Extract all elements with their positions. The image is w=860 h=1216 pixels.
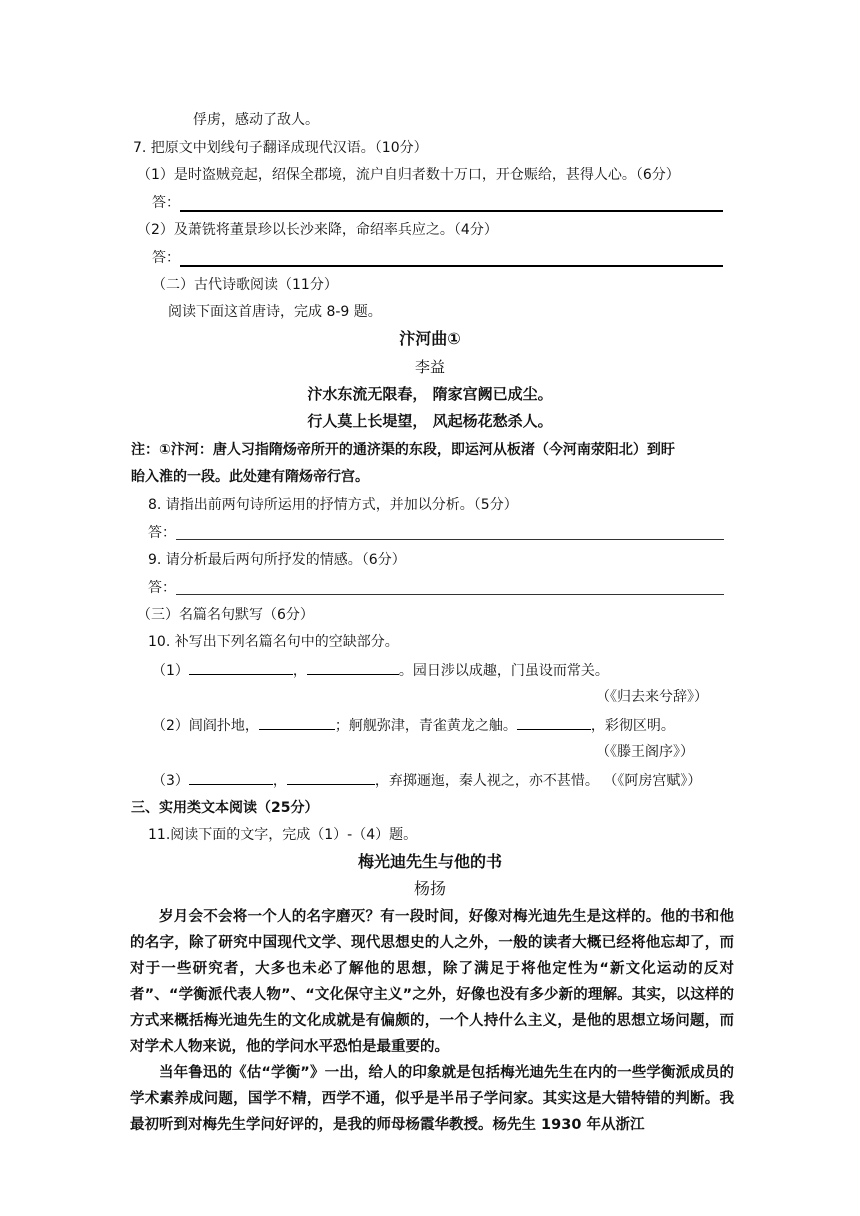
question-8: 8. 请指出前两句诗所运用的抒情方式，并加以分析。（5分） (148, 497, 518, 513)
item-text: ；舸舰弥津，青雀黄龙之舳。 (334, 718, 517, 734)
article-paragraph-1: 岁月会不会将一个人的名字磨灭？有一段时间，好像对梅光迪先生是这样的。他的书和他的名字，除了研究中国现代文学、现代思想史的人之外，一般的读者大概已经将他忘却了，而对于一些研究者，大多也未必了解他的思想，除了满足于将他定性为“新文化运动的反对者”、“学衡派代表人物”、“文化保守主义”之外，好像也没有多少新的理解。其实，以这样的方式来概括梅光迪先生的文化成就是有偏颇的，一个人持什么主义，是他的思想立场问题，而对学术人物来说，他的学问水平恐怕是最重要的。 (130, 909, 734, 1055)
item-text: （2）闾阎扑地， (152, 718, 259, 734)
continuation-text: 俘虏，感动了敌人。 (193, 112, 319, 128)
item-number: （3） (152, 773, 189, 789)
source-citation: （《滕王阁序》） (596, 744, 694, 760)
poem-line: 汴水东流无限春， 隋家宫阙已成尘。 (307, 385, 553, 403)
poem-line: 行人莫上长堤望， 风起杨花愁杀人。 (307, 412, 553, 430)
item-text: ，彩彻区明。 (590, 718, 675, 734)
answer-line[interactable] (176, 594, 724, 595)
question-9: 9. 请分析最后两句所抒发的情感。（6分） (148, 552, 406, 568)
article-paragraph-2: 当年鲁迅的《估“学衡”》一出，给人的印象就是包括梅光迪先生在内的一些学衡派成员的学术素养成问题，国学不精，西学不通，似乎是半吊子学问家。其实这是大错特错的判断。我最初听到对梅先生学问好评的，是我的师母杨霞华教授。杨先生 1930 年从浙江 (130, 1065, 734, 1133)
answer-label: 答： (148, 580, 176, 596)
poem-note: 注：①汴河：唐人习指隋炀帝所开的通济渠的东段，即运河从板渚（今河南荥阳北）到盱 (131, 442, 675, 458)
answer-line[interactable] (180, 265, 723, 267)
question-11: 11.阅读下面的文字，完成（1）-（4）题。 (148, 827, 418, 843)
instruction-text: 阅读下面这首唐诗，完成 8-9 题。 (168, 304, 382, 320)
part-heading: 三、实用类文本阅读（25分） (131, 800, 319, 816)
poem-title: 汴河曲① (399, 329, 461, 348)
answer-label: 答： (152, 250, 180, 266)
fill-blank[interactable] (189, 770, 273, 785)
question-7: 7. 把原文中划线句子翻译成现代汉语。（10分） (133, 140, 428, 156)
separator: ， (272, 773, 287, 789)
question-7-2: （2）及萧铣将董景珍以长沙来降，命绍率兵应之。（4分） (137, 222, 498, 238)
fill-blank[interactable] (517, 715, 591, 730)
poem-note: 眙入淮的一段。此处建有隋炀帝行宫。 (131, 469, 369, 485)
answer-line[interactable] (176, 539, 724, 540)
article-title: 梅光迪先生与他的书 (357, 852, 502, 871)
fill-item-1 (152, 660, 609, 681)
answer-line[interactable] (180, 210, 723, 212)
item-text: 。园日涉以成趣，门虽设而常关。 (398, 663, 609, 679)
fill-blank[interactable] (259, 715, 335, 730)
source-citation: （《归去来兮辞》） (596, 689, 708, 705)
section-heading: （二）古代诗歌阅读（11分） (152, 277, 338, 293)
fill-blank[interactable] (307, 660, 399, 675)
section-heading: （三）名篇名句默写（6分） (137, 607, 314, 623)
article-author: 杨扬 (413, 879, 446, 898)
fill-blank[interactable] (287, 770, 375, 785)
separator: ， (292, 663, 307, 679)
item-text: ，弃掷逦迤，秦人视之，亦不甚惜。 （《阿房宫赋》） (374, 773, 702, 789)
answer-label: 答： (152, 195, 180, 211)
answer-label: 答： (148, 525, 176, 541)
fill-item-3 (152, 770, 701, 791)
poem-author: 李益 (414, 358, 445, 376)
fill-item-2 (152, 715, 675, 736)
item-number: （1） (152, 663, 189, 679)
question-7-1: （1）是时盗贼竞起，绍保全郡境，流户自归者数十万口，开仓赈给，甚得人心。（6分） (137, 167, 680, 183)
question-10: 10. 补写出下列名篇名句中的空缺部分。 (148, 634, 399, 650)
fill-blank[interactable] (189, 660, 293, 675)
